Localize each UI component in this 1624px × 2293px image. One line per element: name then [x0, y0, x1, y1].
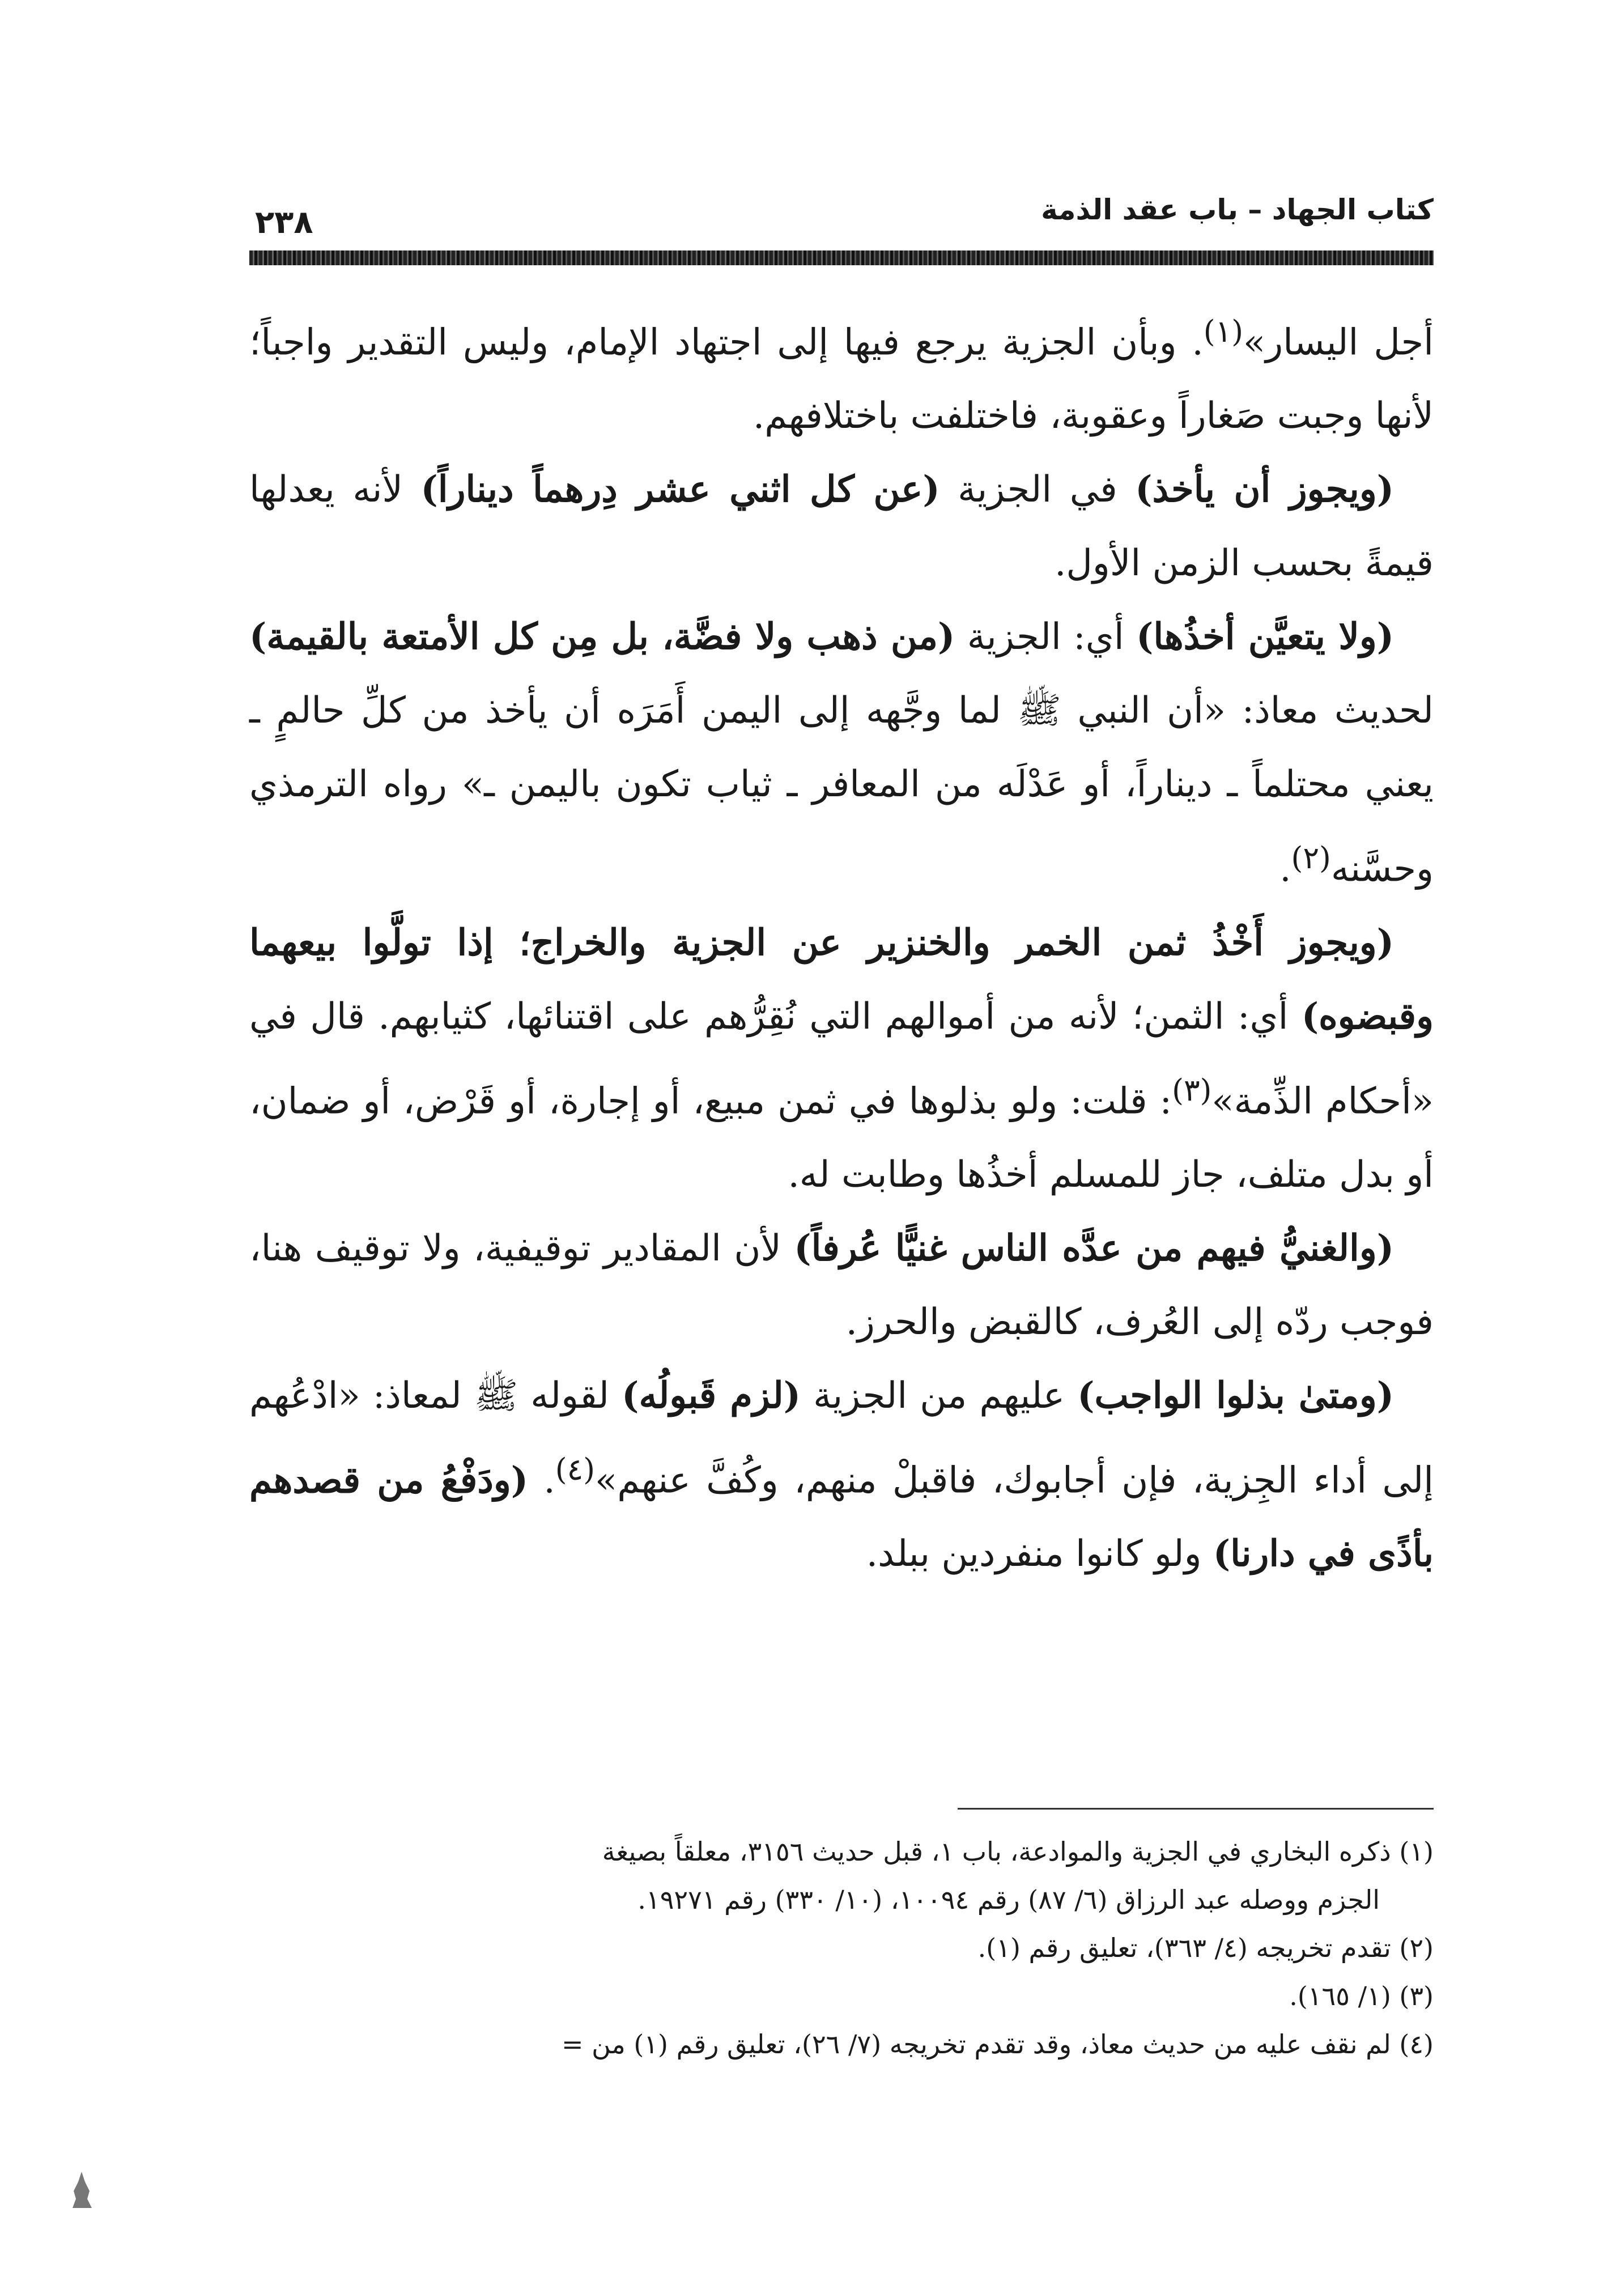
matn-text: (ودَفْعُ من قصدهم بأذًى في دارنا) [249, 1459, 1434, 1576]
footnotes [249, 1828, 1434, 2069]
matn-text: (ومتىٰ بذلوا الواجب) [1077, 1374, 1395, 1417]
page-number: ٢٣٨ [255, 204, 313, 241]
text-run: لقوله ﷺ لمعاذ: «ادْعُهم إلى أداء الجِزية، فإن أجابوك، فاقبلْ منهم، وكُفَّ عنهم» [249, 1374, 1434, 1502]
text-run: لأنه يعدلها قيمةً بحسب الزمن الأول. [249, 469, 1434, 585]
footnote-separator [958, 1808, 1434, 1810]
scan-mark-icon [70, 2171, 93, 2210]
footnote-4: (٤) لم نقف عليه من حديث معاذ، وقد تقدم تخريجه (٧/ ٢٦)، تعليق رقم (١) من = [561, 2029, 1434, 2060]
footnote-ref-1: (١) [1203, 313, 1244, 349]
paragraph-5 [249, 1212, 1434, 1359]
matn-text: (ويجوز أن يأخذ) [1135, 468, 1395, 511]
text-run: عليهم من الجزية [800, 1374, 1078, 1417]
matn-text: (من ذهب ولا فضَّة، بل مِن كل الأمتعة بالقيمة) [249, 615, 955, 659]
paragraph-1 [249, 295, 1434, 453]
text-run: لأن المقادير توقيفية، ولا توقيف هنا، فوجب ردّه إلى العُرف، كالقبض والحرز. [249, 1227, 1434, 1343]
footnote-3: (٣) (١/ ١٦٥). [1289, 1981, 1434, 2011]
main-text [249, 295, 1434, 1591]
paragraph-6 [249, 1359, 1434, 1591]
text-run: أجل اليسار» [1243, 321, 1434, 364]
chapter-title: كتاب الجهاد – باب عقد الذمة [1041, 193, 1434, 226]
paragraph-3 [249, 600, 1434, 906]
text-run: أي: الثمن؛ لأنه من أموالهم التي نُقِرُّهم على اقتنائها، كثيابهم. قال في «أحكام الذِّمة» [249, 995, 1434, 1122]
text-run: . [1279, 848, 1291, 890]
text-run: لحديث معاذ: «أن النبي ﷺ لما وجَّهه إلى اليمن أَمَرَه أن يأخذ من كلِّ حالمٍ ـ يعني محتلماً ـ ديناراً، أو عَدْلَه من المعافر ـ ثياب تكون باليمن ـ» رواه الترمذي وحسَّنه [249, 690, 1434, 890]
footnote-ref-4: (٤) [555, 1451, 596, 1487]
paragraph-2 [249, 453, 1434, 600]
footnote-ref-3: (٣) [1172, 1072, 1212, 1108]
text-run: : قلت: ولو بذلوها في ثمن مبيع، أو إجارة، أو قَرْض، أو ضمان، أو بدل متلف، جاز للمسلم أخذُها وطابت له. [249, 1080, 1434, 1196]
text-run: في الجزية [939, 469, 1136, 511]
text-run: . [528, 1459, 555, 1502]
paragraph-4 [249, 906, 1434, 1212]
footnote-2: (٢) تقدم تخريجه (٤/ ٣٦٣)، تعليق رقم (١). [977, 1933, 1434, 1963]
text-run: . وبأن الجزية يرجع فيها إلى اجتهاد الإمام، وليس التقدير واجباً؛ لأنها وجبت صَغاراً وعقوبة، فاختلفت باختلافهم. [249, 321, 1434, 438]
matn-text: (ويجوز أَخْذُ ثمن الخمر والخنزير عن الجزية والخراج؛ إذا تولَّوا بيعهما وقبضوه) [249, 921, 1434, 1038]
matn-text: (لزم قَبولُه) [622, 1374, 801, 1417]
text-run: أي: الجزية [955, 616, 1137, 659]
footnote-1: (١) ذكره البخاري في الجزية والموادعة، باب ١، قبل حديث ٣١٥٦، معلقاً بصيغة [602, 1836, 1434, 1867]
matn-text: (ولا يتعيَّن أخذُها) [1136, 615, 1395, 659]
matn-text: (عن كل اثني عشر دِرهماً ديناراً) [420, 468, 940, 511]
matn-text: (والغنيُّ فيهم من عدَّه الناس غنيًّا عُرفاً) [794, 1226, 1394, 1269]
header-rule [249, 250, 1434, 265]
text-run: ولو كانوا منفردين ببلد. [866, 1533, 1213, 1576]
footnote-1-continuation: الجزم ووصله عبد الرزاق (٦/ ٨٧) رقم ١٠٠٩٤، (١٠/ ٣٣٠) رقم ١٩٢٧١. [637, 1884, 1380, 1915]
running-header [249, 187, 1434, 261]
footnote-ref-2: (٢) [1291, 840, 1331, 876]
